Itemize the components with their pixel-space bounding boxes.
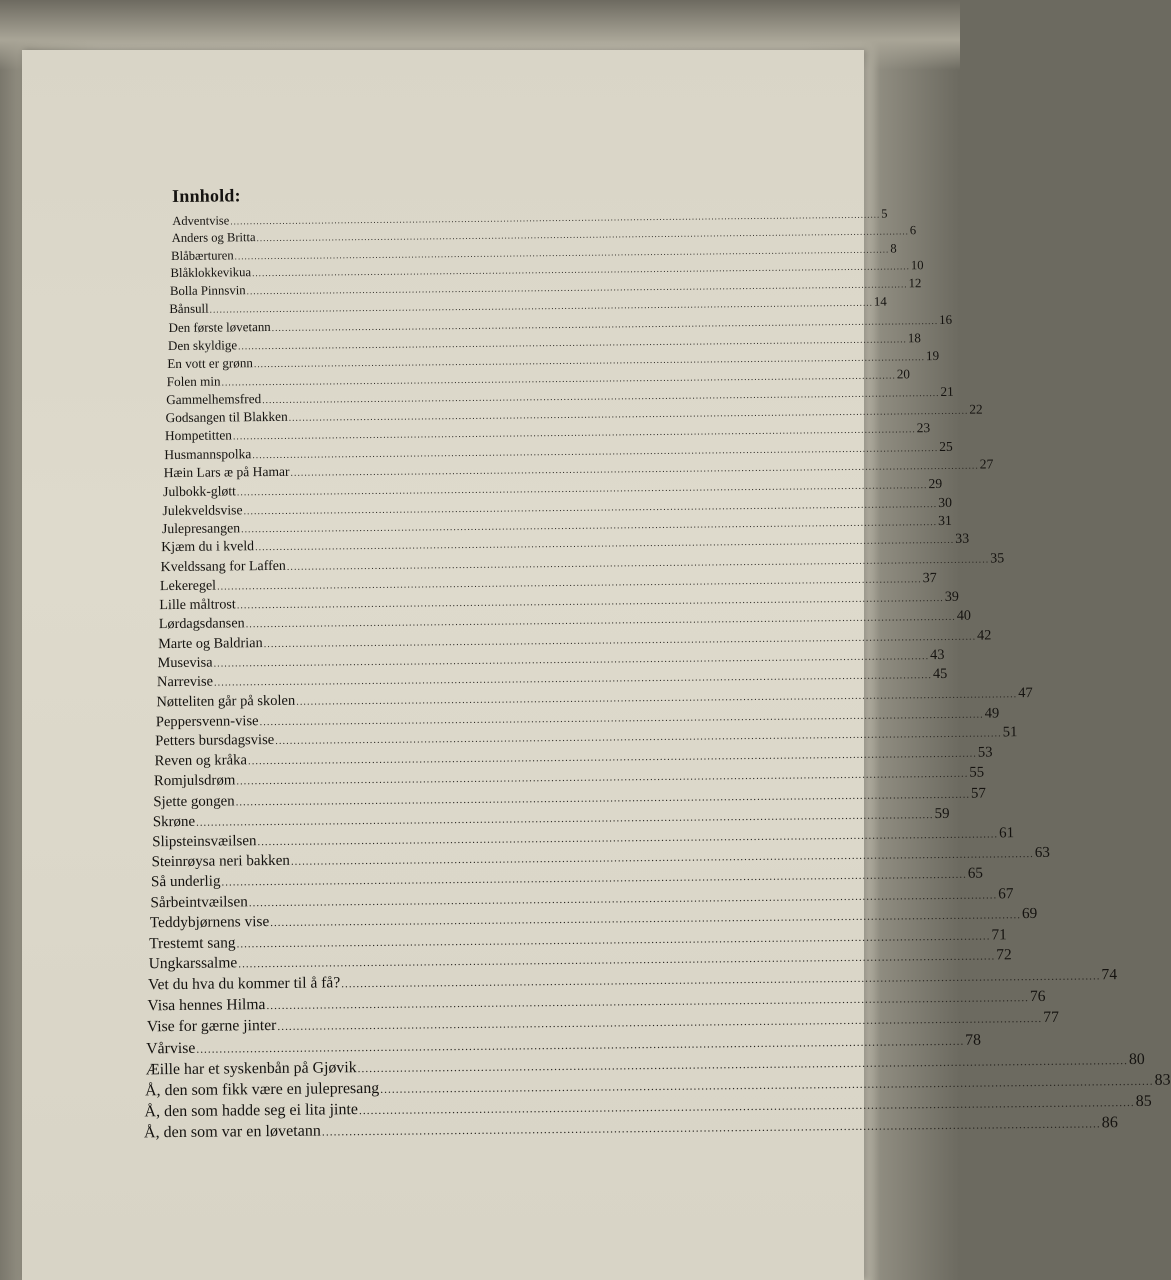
toc-entry-title: Teddybjørnens vise: [149, 913, 270, 932]
toc-entry-page-number: 67: [998, 885, 1014, 903]
toc-entry-title: Narrevise: [156, 674, 214, 691]
toc-entry-title: Adventvise: [172, 213, 230, 228]
toc-entry-page-number: 22: [969, 401, 983, 417]
toc-entry-title: Julepresangen: [161, 520, 241, 537]
dot-leader: ........................................................................................................................................................................................................: [246, 279, 908, 297]
dot-leader: ........................................................................................................................................................................................................: [256, 226, 909, 244]
dot-leader: ........................................................................................................................................................................................................: [252, 442, 939, 461]
dot-leader: ........................................................................................................................................................................................................: [263, 631, 977, 650]
toc-entry-title: Julbokk-gløtt: [163, 483, 236, 499]
toc-entry-title: Så underlig: [150, 872, 221, 891]
toc-entry-title: Romjulsdrøm: [153, 772, 236, 790]
dot-leader: ........................................................................................................................................................................................................: [234, 244, 890, 262]
toc-entry-title: Lille måltrost: [159, 596, 236, 614]
dot-leader: ........................................................................................................................................................................................................: [271, 316, 939, 334]
toc-entry-page-number: 39: [944, 588, 959, 606]
toc-entry-page-number: 72: [996, 946, 1012, 964]
dot-leader: ........................................................................................................................................................................................................: [241, 517, 938, 536]
dot-leader: ........................................................................................................................................................................................................: [288, 405, 969, 424]
toc-entry-page-number: 30: [938, 494, 953, 510]
toc-entry-title: Anders og Britta: [171, 230, 256, 246]
toc-entry-page-number: 57: [970, 785, 986, 802]
toc-entry-page-number: 85: [1135, 1092, 1152, 1111]
table-of-contents: [143, 180, 1171, 1144]
toc-entry-page-number: 21: [940, 383, 954, 399]
toc-entry-page-number: 23: [916, 420, 931, 436]
toc-entry-title: Julekveldsvise: [162, 501, 243, 518]
toc-entry-page-number: 20: [896, 365, 911, 382]
dot-leader: ........................................................................................................................................................................................................: [270, 909, 1022, 930]
toc-entry-title: Å, den som var en løvetann: [143, 1122, 321, 1142]
toc-entry-title: Hæin Lars æ på Hamar: [163, 464, 290, 481]
toc-entry-title: Steinrøysa neri bakken: [151, 852, 290, 871]
toc-entry-page-number: 5: [881, 206, 888, 221]
dot-leader: ........................................................................................................................................................................................................: [266, 991, 1029, 1012]
toc-list: [143, 206, 1171, 1144]
toc-entry-page-number: 76: [1029, 987, 1046, 1005]
toc-entry-title: Reven og kråka: [154, 752, 248, 770]
toc-entry-title: Vet du hva du kommer til å få?: [147, 974, 341, 994]
toc-entry-page-number: 14: [873, 294, 887, 309]
toc-entry-page-number: 12: [908, 276, 922, 291]
dot-leader: ........................................................................................................................................................................................................: [248, 889, 998, 910]
toc-entry-title: Lekeregel: [159, 577, 217, 595]
dot-leader: ........................................................................................................................................................................................................: [257, 828, 999, 849]
toc-entry-title: Lørdagsdansen: [158, 615, 245, 633]
toc-entry-title: Gammelhemsfred: [166, 390, 262, 407]
toc-entry-title: Bolla Pinnsvin: [169, 283, 246, 299]
dot-leader: ........................................................................................................................................................................................................: [213, 670, 933, 689]
dot-leader: ........................................................................................................................................................................................................: [247, 748, 977, 768]
toc-entry-title: Kjæm du i kveld: [161, 539, 255, 556]
toc-entry-page-number: 42: [977, 627, 992, 644]
toc-entry-title: Den skyldige: [167, 336, 238, 353]
toc-entry-title: Vise for gærne jinter: [146, 1016, 277, 1036]
toc-entry-title: Hompetitten: [164, 427, 233, 444]
toc-entry-title: Kveldssang for Laffen: [160, 558, 286, 576]
dot-leader: ........................................................................................................................................................................................................: [341, 970, 1101, 991]
toc-entry-title: Marte og Baldrian: [158, 634, 263, 652]
toc-entry-page-number: 29: [928, 475, 943, 491]
dot-leader: ........................................................................................................................................................................................................: [286, 554, 990, 573]
toc-entry-page-number: 74: [1101, 966, 1118, 984]
dot-leader: ........................................................................................................................................................................................................: [259, 709, 984, 728]
toc-entry-title: En vott er grønn: [167, 354, 253, 371]
dot-leader: ........................................................................................................................................................................................................: [290, 848, 1034, 868]
toc-entry-title: Petters bursdagsvise: [155, 732, 275, 750]
dot-leader: ........................................................................................................................................................................................................: [252, 261, 910, 279]
toc-entry-page-number: 69: [1021, 905, 1038, 923]
toc-entry-page-number: 40: [956, 608, 972, 625]
dot-leader: ........................................................................................................................................................................................................: [245, 612, 956, 631]
dot-leader: ........................................................................................................................................................................................................: [196, 808, 934, 829]
toc-entry-title: Blåbærturen: [171, 248, 234, 263]
toc-entry-page-number: 6: [909, 223, 917, 238]
dot-leader: ........................................................................................................................................................................................................: [232, 424, 916, 443]
dot-leader: ........................................................................................................................................................................................................: [235, 788, 971, 809]
toc-entry-title: Den første løvetann: [168, 318, 271, 335]
dot-leader: ........................................................................................................................................................................................................: [243, 498, 938, 517]
dot-leader: ........................................................................................................................................................................................................: [238, 334, 907, 352]
toc-entry-page-number: 47: [1018, 684, 1033, 702]
toc-entry-title: Trestemt sang: [149, 934, 236, 953]
toc-entry-title: Ungkarssalme: [148, 954, 238, 973]
toc-entry-page-number: 16: [939, 311, 953, 327]
toc-entry-title: Slipsteinsvæilsen: [152, 833, 257, 851]
toc-entry-title: Skrøne: [152, 813, 196, 831]
toc-entry-page-number: 78: [965, 1031, 982, 1049]
dot-leader: ........................................................................................................................................................................................................: [290, 460, 979, 480]
toc-entry-title: Sårbeintvæilsen: [150, 893, 248, 912]
dot-leader: ........................................................................................................................................................................................................: [358, 1097, 1135, 1118]
toc-entry-page-number: 18: [907, 329, 921, 345]
dot-leader: ........................................................................................................................................................................................................: [380, 1075, 1154, 1096]
dot-leader: ........................................................................................................................................................................................................: [196, 1035, 965, 1056]
toc-entry-page-number: 63: [1034, 844, 1051, 862]
dot-leader: ........................................................................................................................................................................................................: [236, 479, 928, 499]
toc-entry-title: Peppersvenn-vise: [155, 712, 259, 730]
dot-leader: ........................................................................................................................................................................................................: [357, 1054, 1128, 1075]
dot-leader: ........................................................................................................................................................................................................: [275, 728, 1002, 748]
dot-leader: ........................................................................................................................................................................................................: [321, 1117, 1101, 1139]
toc-entry-page-number: 31: [938, 513, 952, 529]
toc-entry-page-number: 86: [1101, 1114, 1118, 1132]
toc-entry-page-number: 65: [967, 864, 984, 883]
toc-entry-page-number: 35: [990, 551, 1005, 567]
toc-entry-page-number: 77: [1043, 1008, 1059, 1026]
dot-leader: ........................................................................................................................................................................................................: [209, 298, 873, 316]
toc-entry-page-number: 55: [969, 764, 985, 781]
dot-leader: ........................................................................................................................................................................................................: [216, 574, 922, 593]
toc-entry-page-number: 49: [984, 704, 1000, 722]
dot-leader: ........................................................................................................................................................................................................: [221, 869, 967, 889]
dot-leader: ........................................................................................................................................................................................................: [262, 387, 940, 406]
toc-entry-page-number: 25: [939, 438, 953, 454]
dot-leader: ........................................................................................................................................................................................................: [296, 689, 1018, 708]
toc-entry-title: Sjette gongen: [153, 793, 235, 811]
toc-entry-title: Visa hennes Hilma: [147, 995, 266, 1015]
toc-entry-title: Godsangen til Blakken: [165, 408, 288, 426]
dot-leader: ........................................................................................................................................................................................................: [230, 209, 881, 227]
toc-entry-title: Æille har et syskenbån på Gjøvik: [145, 1058, 357, 1079]
toc-entry-title: Musevisa: [157, 654, 213, 672]
toc-entry-title: Vårvise: [146, 1039, 196, 1058]
dot-leader: ........................................................................................................................................................................................................: [255, 534, 955, 554]
toc-entry-title: Blåklokkevikua: [170, 265, 252, 281]
toc-entry-page-number: 33: [955, 531, 970, 547]
toc-entry-page-number: 27: [979, 456, 994, 472]
dot-leader: ........................................................................................................................................................................................................: [236, 593, 944, 612]
dot-leader: ........................................................................................................................................................................................................: [277, 1012, 1043, 1033]
toc-entry-page-number: 51: [1002, 724, 1018, 741]
toc-entry-page-number: 71: [991, 926, 1007, 944]
toc-entry-page-number: 45: [932, 666, 948, 683]
dot-leader: ........................................................................................................................................................................................................: [221, 371, 896, 389]
dot-leader: ........................................................................................................................................................................................................: [253, 352, 926, 370]
dot-leader: ........................................................................................................................................................................................................: [236, 930, 991, 951]
dot-leader: ........................................................................................................................................................................................................: [236, 768, 969, 788]
toc-entry-title: Å, den som hadde seg ei lita jinte: [144, 1101, 359, 1121]
toc-entry-page-number: 8: [890, 241, 897, 256]
toc-entry-page-number: 37: [922, 570, 937, 587]
toc-entry-page-number: 19: [925, 347, 940, 363]
toc-entry-page-number: 53: [977, 744, 993, 761]
toc-entry-title: Bånsull: [169, 301, 209, 316]
toc-entry-title: Nøtteliten går på skolen: [156, 692, 296, 711]
dot-leader: ........................................................................................................................................................................................................: [213, 651, 930, 670]
toc-entry-page-number: 83: [1154, 1071, 1171, 1089]
dot-leader: ........................................................................................................................................................................................................: [238, 950, 996, 971]
toc-entry-page-number: 59: [934, 805, 950, 822]
toc-entry-page-number: 80: [1128, 1050, 1145, 1068]
toc-entry-title: Folen min: [166, 373, 221, 389]
toc-entry-page-number: 10: [910, 258, 924, 273]
toc-heading: Innhold:: [172, 185, 241, 206]
toc-entry-page-number: 43: [930, 646, 945, 664]
toc-entry-title: Husmannspolka: [164, 445, 252, 462]
toc-entry-page-number: 61: [998, 825, 1015, 842]
toc-entry-title: Å, den som fikk være en julepresang: [144, 1079, 380, 1100]
